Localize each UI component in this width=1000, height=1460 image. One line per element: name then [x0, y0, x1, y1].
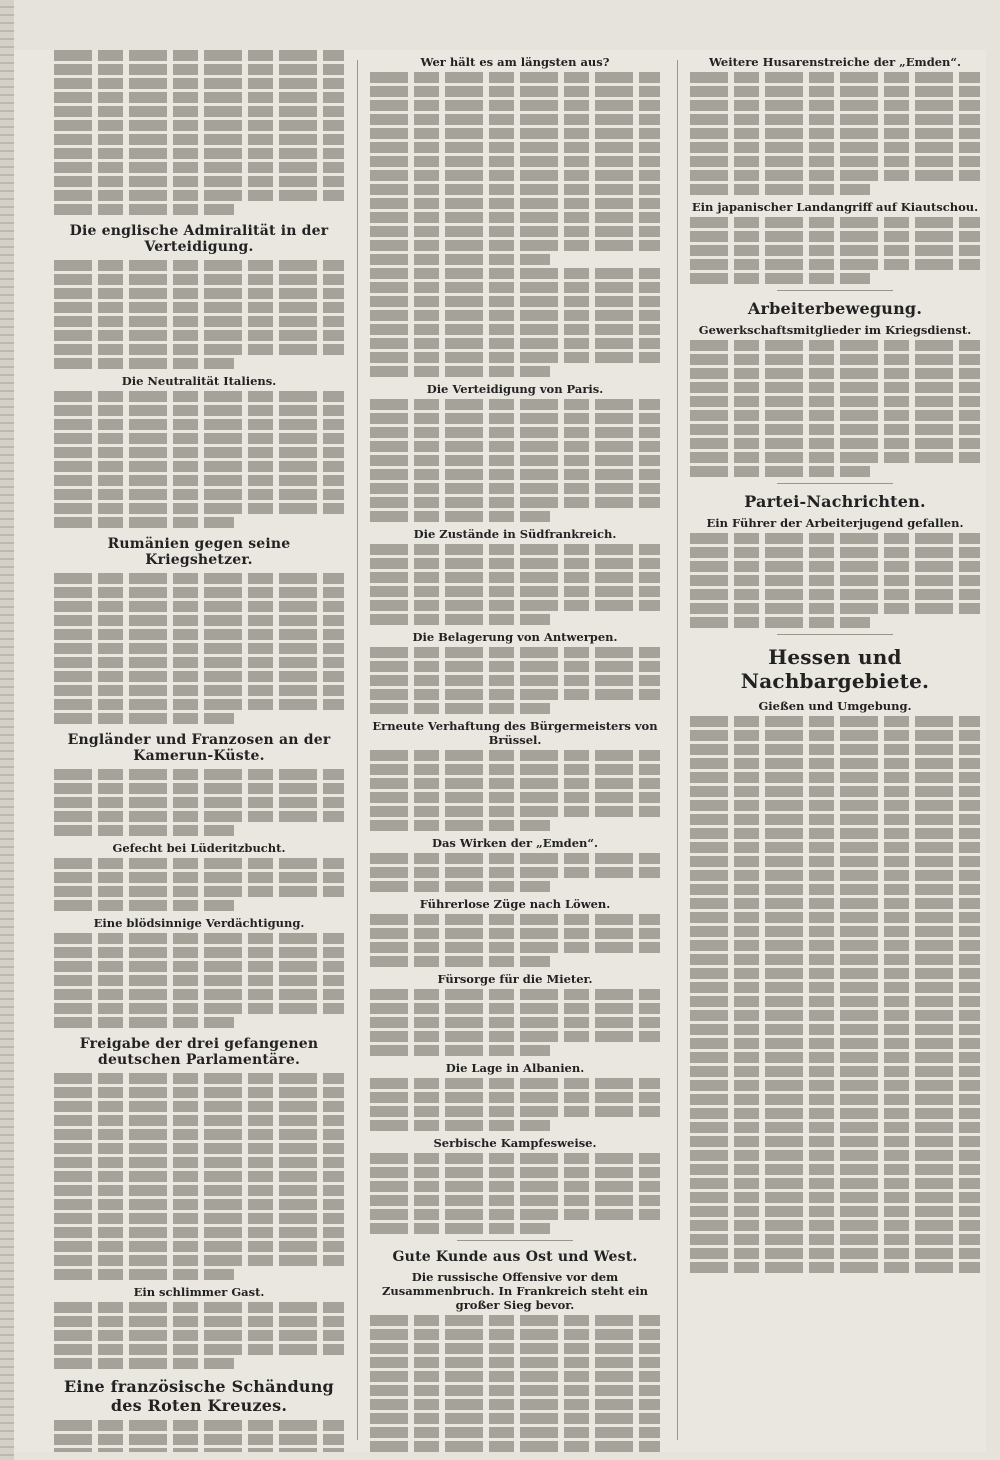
- subheadline: Führerlose Züge nach Löwen.: [419, 897, 611, 911]
- text-line: [690, 940, 980, 951]
- headline: Freigabe der drei gefangenen deutschen Parlamentäre.: [79, 1036, 319, 1068]
- text-line: [54, 433, 344, 444]
- text-line: [54, 316, 344, 327]
- separator-rule: [777, 634, 893, 635]
- text-line: [370, 366, 550, 377]
- text-line: [370, 1413, 660, 1424]
- text-line: [54, 1213, 344, 1224]
- text-line: [54, 1185, 344, 1196]
- text-line: [54, 783, 344, 794]
- text-line: [690, 730, 980, 741]
- text-line: [370, 511, 550, 522]
- text-line: [690, 744, 980, 755]
- text-line: [690, 828, 980, 839]
- text-line: [690, 617, 870, 628]
- text-line: [690, 217, 980, 228]
- text-line: [690, 466, 870, 477]
- text-line: [690, 245, 980, 256]
- text-line: [370, 226, 660, 237]
- text-line: [370, 956, 550, 967]
- headline: Rumänien gegen seine Kriegshetzer.: [107, 536, 291, 568]
- text-line: [370, 1223, 550, 1234]
- text-line: [370, 469, 660, 480]
- text-line: [54, 797, 344, 808]
- text-line: [54, 1101, 344, 1112]
- text-line: [690, 1206, 980, 1217]
- text-line: [54, 615, 344, 626]
- text-line: [690, 424, 980, 435]
- text-line: [690, 982, 980, 993]
- text-line: [690, 589, 980, 600]
- text-line: [54, 573, 344, 584]
- text-line: [370, 128, 660, 139]
- text-line: [54, 1448, 344, 1452]
- text-line: [370, 156, 660, 167]
- text-line: [370, 86, 660, 97]
- text-line: [54, 461, 344, 472]
- text-line: [370, 184, 660, 195]
- text-line: [54, 1420, 344, 1431]
- column-3: [690, 50, 980, 1452]
- text-line: [54, 961, 344, 972]
- text-line: [54, 344, 344, 355]
- text-line: [54, 643, 344, 654]
- text-line: [690, 870, 980, 881]
- text-line: [690, 1262, 980, 1273]
- text-line: [370, 792, 660, 803]
- text-line: [54, 176, 344, 187]
- text-line: [370, 647, 660, 658]
- subheadline: Die Verteidigung von Paris.: [426, 382, 604, 396]
- text-line: [690, 1038, 980, 1049]
- text-line: [370, 867, 660, 878]
- newspaper-page: [14, 50, 986, 1452]
- text-line: [54, 1316, 344, 1327]
- text-line: [690, 340, 980, 351]
- text-line: [54, 699, 344, 710]
- text-line: [690, 184, 870, 195]
- text-line: [690, 1234, 980, 1245]
- text-line: [370, 1357, 660, 1368]
- text-line: [690, 128, 980, 139]
- text-line: [690, 758, 980, 769]
- text-line: [370, 778, 660, 789]
- text-line: [54, 1241, 344, 1252]
- text-line: [54, 1199, 344, 1210]
- text-line: [370, 296, 660, 307]
- text-line: [370, 399, 660, 410]
- text-line: [370, 1003, 660, 1014]
- text-line: [370, 1441, 660, 1452]
- text-line: [54, 1358, 234, 1369]
- text-line: [690, 170, 980, 181]
- text-line: [690, 1150, 980, 1161]
- text-line: [54, 629, 344, 640]
- text-line: [370, 114, 660, 125]
- text-line: [370, 1343, 660, 1354]
- text-line: [690, 1108, 980, 1119]
- column-2: [370, 50, 660, 1452]
- text-line: [54, 1434, 344, 1445]
- text-line: [54, 489, 344, 500]
- subheadline: Die Neutralität Italiens.: [121, 374, 277, 388]
- text-line: [690, 561, 980, 572]
- subheadline: Erneute Verhaftung des Bürgermeisters von Brüssel.: [372, 719, 658, 747]
- text-line: [370, 1017, 660, 1028]
- headline: Eine französische Schändung des Roten Kreuzes.: [64, 1377, 334, 1415]
- text-line: [54, 713, 234, 724]
- text-line: [54, 601, 344, 612]
- text-line: [690, 603, 980, 614]
- text-line: [370, 1385, 660, 1396]
- text-line: [54, 1302, 344, 1313]
- text-line: [370, 413, 660, 424]
- text-line: [54, 1269, 234, 1280]
- column-rule: [677, 60, 678, 1440]
- text-line: [54, 1171, 344, 1182]
- text-line: [370, 806, 660, 817]
- text-line: [54, 204, 234, 215]
- text-line: [54, 405, 344, 416]
- text-line: [690, 1192, 980, 1203]
- text-line: [690, 368, 980, 379]
- text-line: [54, 162, 344, 173]
- headline: Gute Kunde aus Ost und West.: [392, 1249, 638, 1265]
- text-line: [690, 1220, 980, 1231]
- text-line: [690, 1136, 980, 1147]
- text-line: [54, 358, 234, 369]
- text-line: [690, 273, 870, 284]
- text-line: [54, 1115, 344, 1126]
- text-line: [370, 1315, 660, 1326]
- text-line: [54, 1003, 344, 1014]
- text-line: [370, 600, 660, 611]
- text-line: [54, 50, 344, 61]
- text-line: [54, 769, 344, 780]
- text-line: [370, 324, 660, 335]
- text-line: [370, 1399, 660, 1410]
- subheadline: Die Belagerung von Antwerpen.: [412, 630, 618, 644]
- text-line: [370, 212, 660, 223]
- text-line: [690, 533, 980, 544]
- text-line: [370, 1209, 660, 1220]
- text-line: [54, 288, 344, 299]
- separator-rule: [457, 1240, 573, 1241]
- text-line: [370, 689, 660, 700]
- text-line: [690, 1248, 980, 1259]
- text-line: [370, 72, 660, 83]
- subheadline: Das Wirken der „Emden“.: [432, 836, 598, 850]
- text-line: [54, 1073, 344, 1084]
- text-line: [370, 427, 660, 438]
- text-line: [54, 886, 344, 897]
- text-line: [690, 1122, 980, 1133]
- text-line: [690, 1080, 980, 1091]
- text-line: [370, 455, 660, 466]
- separator-rule: [777, 290, 893, 291]
- text-line: [54, 148, 344, 159]
- text-line: [54, 302, 344, 313]
- text-line: [54, 1227, 344, 1238]
- text-line: [690, 142, 980, 153]
- text-line: [690, 716, 980, 727]
- text-line: [690, 926, 980, 937]
- text-line: [690, 814, 980, 825]
- text-line: [370, 1371, 660, 1382]
- text-line: [370, 544, 660, 555]
- text-line: [690, 1010, 980, 1021]
- text-line: [690, 884, 980, 895]
- text-line: [370, 254, 550, 265]
- headline: Arbeiterbewegung.: [747, 299, 923, 318]
- text-line: [54, 475, 344, 486]
- text-line: [370, 989, 660, 1000]
- text-line: [370, 750, 660, 761]
- text-line: [54, 190, 344, 201]
- text-line: [54, 989, 344, 1000]
- text-line: [54, 419, 344, 430]
- text-line: [690, 396, 980, 407]
- subheadline: Ein japanischer Landangriff auf Kiautschou.: [691, 200, 979, 214]
- text-line: [690, 86, 980, 97]
- text-line: [690, 1178, 980, 1189]
- text-line: [370, 820, 550, 831]
- text-line: [370, 881, 550, 892]
- text-line: [370, 614, 550, 625]
- text-line: [690, 772, 980, 783]
- text-line: [690, 1066, 980, 1077]
- text-line: [370, 170, 660, 181]
- text-line: [370, 352, 660, 363]
- text-line: [54, 64, 344, 75]
- text-line: [370, 1153, 660, 1164]
- headline: Hessen und Nachbargebiete.: [740, 645, 930, 693]
- text-line: [54, 274, 344, 285]
- text-line: [54, 671, 344, 682]
- separator-rule: [777, 483, 893, 484]
- text-line: [54, 811, 344, 822]
- text-line: [370, 1427, 660, 1438]
- text-line: [54, 517, 234, 528]
- text-line: [370, 483, 660, 494]
- text-line: [54, 1330, 344, 1341]
- text-line: [690, 547, 980, 558]
- text-line: [370, 1329, 660, 1340]
- text-line: [690, 800, 980, 811]
- subheadline: Weitere Husarenstreiche der „Emden“.: [708, 55, 962, 69]
- text-line: [370, 268, 660, 279]
- text-line: [54, 1017, 234, 1028]
- text-line: [54, 1344, 344, 1355]
- text-line: [370, 942, 660, 953]
- text-line: [370, 240, 660, 251]
- subheadline: Ein Führer der Arbeiterjugend gefallen.: [706, 516, 964, 530]
- subheadline: Eine blödsinnige Verdächtigung.: [93, 916, 305, 930]
- text-line: [370, 310, 660, 321]
- text-line: [370, 497, 660, 508]
- text-line: [370, 142, 660, 153]
- text-line: [54, 330, 344, 341]
- text-line: [54, 900, 234, 911]
- text-line: [54, 1255, 344, 1266]
- text-line: [690, 968, 980, 979]
- text-line: [54, 657, 344, 668]
- text-line: [690, 354, 980, 365]
- text-line: [54, 1143, 344, 1154]
- text-line: [370, 914, 660, 925]
- text-line: [690, 1024, 980, 1035]
- text-line: [370, 198, 660, 209]
- headline: Die englische Admiralität in der Verteidigung.: [69, 223, 329, 255]
- text-line: [690, 842, 980, 853]
- text-line: [370, 661, 660, 672]
- text-line: [54, 933, 344, 944]
- headline: Engländer und Franzosen an der Kamerun-Küste.: [67, 732, 331, 764]
- column-1: [54, 50, 344, 1452]
- text-line: [370, 1078, 660, 1089]
- text-line: [370, 1120, 550, 1131]
- headline: Partei-Nachrichten.: [744, 492, 926, 511]
- text-line: [690, 72, 980, 83]
- subheadline: Die Zustände in Südfrankreich.: [413, 527, 617, 541]
- text-line: [690, 856, 980, 867]
- text-line: [54, 1129, 344, 1140]
- text-line: [690, 996, 980, 1007]
- text-line: [54, 260, 344, 271]
- text-line: [370, 282, 660, 293]
- text-line: [54, 825, 234, 836]
- text-line: [690, 912, 980, 923]
- text-line: [690, 786, 980, 797]
- text-line: [54, 391, 344, 402]
- text-line: [54, 975, 344, 986]
- text-line: [370, 1167, 660, 1178]
- text-line: [690, 1094, 980, 1105]
- text-line: [54, 872, 344, 883]
- subheadline: Serbische Kampfesweise.: [433, 1136, 597, 1150]
- text-line: [370, 853, 660, 864]
- text-line: [54, 587, 344, 598]
- text-line: [690, 452, 980, 463]
- subheadline: Ein schlimmer Gast.: [133, 1285, 265, 1299]
- subheadline: Die Lage in Albanien.: [445, 1061, 585, 1075]
- text-line: [370, 1031, 660, 1042]
- subheadline: Wer hält es am längsten aus?: [420, 55, 610, 69]
- adjacent-page-edge: [0, 0, 14, 1460]
- text-line: [370, 1106, 660, 1117]
- column-rule: [357, 60, 358, 1440]
- text-line: [690, 954, 980, 965]
- text-line: [54, 1087, 344, 1098]
- text-line: [690, 1052, 980, 1063]
- text-line: [370, 703, 550, 714]
- text-line: [690, 898, 980, 909]
- text-line: [54, 92, 344, 103]
- text-line: [370, 764, 660, 775]
- text-line: [54, 120, 344, 131]
- text-line: [54, 78, 344, 89]
- text-line: [690, 231, 980, 242]
- text-line: [370, 441, 660, 452]
- text-line: [54, 858, 344, 869]
- text-line: [54, 447, 344, 458]
- text-line: [370, 1045, 550, 1056]
- text-line: [370, 338, 660, 349]
- subheadline: Gewerkschaftsmitglieder im Kriegsdienst.: [698, 323, 972, 337]
- text-line: [690, 1164, 980, 1175]
- text-line: [690, 114, 980, 125]
- text-line: [54, 106, 344, 117]
- text-line: [690, 410, 980, 421]
- text-line: [370, 1181, 660, 1192]
- subheadline: Gefecht bei Lüderitzbucht.: [112, 841, 286, 855]
- text-line: [690, 438, 980, 449]
- subheadline: Gießen und Umgebung.: [758, 699, 912, 713]
- text-line: [690, 100, 980, 111]
- text-line: [690, 575, 980, 586]
- subheadline: Die russische Offensive vor dem Zusammenbruch. In Frankreich steht ein großer Sieg bevor.: [381, 1270, 648, 1312]
- text-line: [690, 259, 980, 270]
- text-line: [370, 100, 660, 111]
- text-line: [370, 1092, 660, 1103]
- text-line: [690, 382, 980, 393]
- text-line: [370, 675, 660, 686]
- text-line: [370, 558, 660, 569]
- text-line: [370, 586, 660, 597]
- text-line: [54, 503, 344, 514]
- text-line: [54, 947, 344, 958]
- text-line: [370, 572, 660, 583]
- text-line: [370, 1195, 660, 1206]
- text-line: [370, 928, 660, 939]
- text-line: [54, 1157, 344, 1168]
- text-line: [690, 156, 980, 167]
- subheadline: Fürsorge für die Mieter.: [437, 972, 593, 986]
- text-line: [54, 134, 344, 145]
- text-line: [54, 685, 344, 696]
